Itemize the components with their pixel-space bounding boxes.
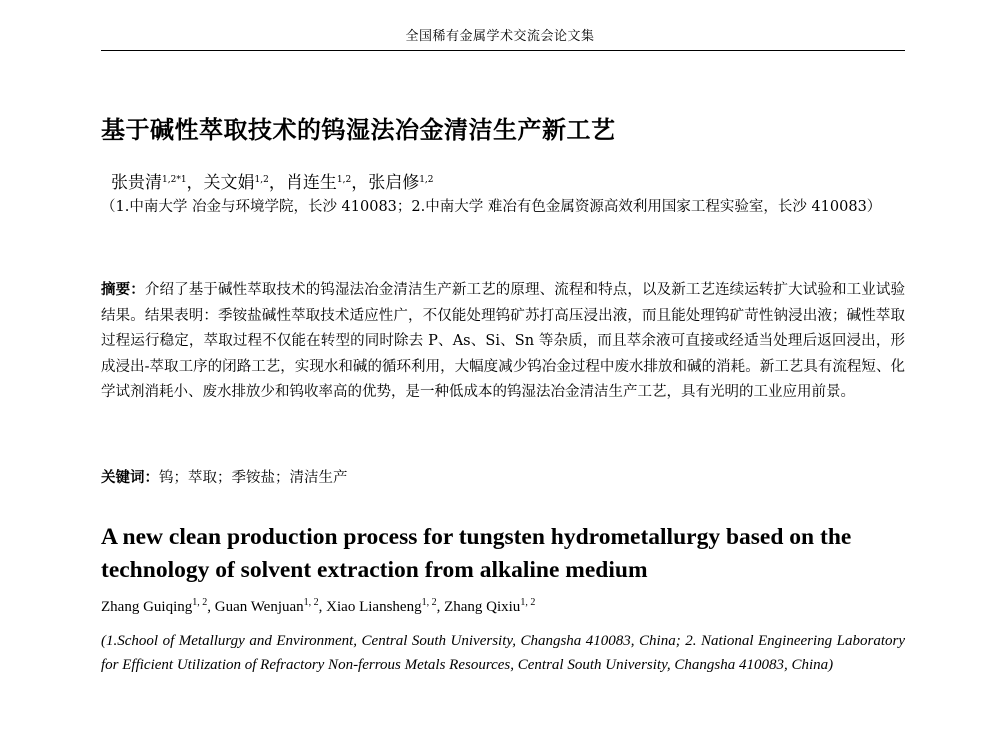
authors-english xyxy=(101,597,535,616)
affiliation-chinese: （1.中南大学 冶金与环境学院，长沙 410083；2.中南大学 难冶有色金属资源高效利用国家工程实验室，长沙 410083） xyxy=(101,199,882,215)
author-affiliation-mark: 1, 2 xyxy=(421,597,437,608)
keywords-chinese xyxy=(101,466,348,487)
title-english: A new clean production process for tungsten hydrometallurgy based on the technology of solvent extraction from alkaline medium xyxy=(101,524,852,583)
author-affiliation-mark: 1,2 xyxy=(336,175,352,185)
author-name: 张贵清 xyxy=(111,173,162,193)
author-affiliation-mark: 1, 2 xyxy=(192,597,208,608)
author-name: Zhang Qixiu xyxy=(444,599,521,615)
title-chinese: 基于碱性萃取技术的钨湿法冶金清洁生产新工艺 xyxy=(101,116,616,144)
author-name: Xiao Liansheng xyxy=(326,599,422,615)
author-separator: , xyxy=(436,599,445,615)
author-name: 关文娟 xyxy=(203,173,255,193)
authors-chinese xyxy=(111,168,434,193)
abstract-chinese xyxy=(101,278,905,406)
author-zh-3 xyxy=(286,173,351,193)
author-en-4 xyxy=(444,599,535,615)
author-affiliation-mark: 1,2 xyxy=(254,175,269,185)
author-separator: ， xyxy=(351,173,369,193)
author-affiliation-mark: 1,2 xyxy=(419,175,434,185)
abstract-label: 摘要： xyxy=(101,282,145,298)
author-name: 肖连生 xyxy=(285,173,337,193)
author-affiliation-mark: 1,2*1 xyxy=(162,175,187,185)
author-en-2 xyxy=(215,599,319,615)
author-zh-4 xyxy=(368,173,433,193)
keywords-text: 钨；萃取；季铵盐；清洁生产 xyxy=(159,470,348,486)
author-name: 张启修 xyxy=(368,173,420,193)
author-zh-1 xyxy=(111,173,187,193)
author-en-1 xyxy=(101,599,207,615)
author-affiliation-mark: 1, 2 xyxy=(520,597,536,608)
author-zh-2 xyxy=(204,173,269,193)
header-rule xyxy=(101,50,905,51)
affiliation-english: (1.School of Metallurgy and Environment, Central South University, Changsha 410083, China; 2. National Engineering Laboratory for Efficient Utilization of Refractory Non-ferrous Metals Resources, Central South University, Changsha 410083, China) xyxy=(101,633,905,673)
keywords-label: 关键词： xyxy=(101,470,159,486)
author-name: Zhang Guiqing xyxy=(101,599,193,615)
author-separator: , xyxy=(318,599,327,615)
running-head: 全国稀有金属学术交流会论文集 xyxy=(405,29,595,44)
author-name: Guan Wenjuan xyxy=(214,599,304,615)
author-separator: , xyxy=(207,599,215,615)
author-separator: ， xyxy=(186,173,204,193)
author-separator: ， xyxy=(268,173,286,193)
abstract-text: 介绍了基于碱性萃取技术的钨湿法冶金清洁生产新工艺的原理、流程和特点，以及新工艺连续运转扩大试验和工业试验结果。结果表明：季铵盐碱性萃取技术适应性广，不仅能处理钨矿苏打高压浸出液，而且能处理钨矿苛性钠浸出液；碱性萃取过程运行稳定，萃取过程不仅能在转型的同时除去 P、As、Si、Sn 等杂质，而且萃余液可直接或经适当处理后返回浸出，形成浸出-萃取工序的闭路工艺，实现水和碱的循环利用，大幅度减少钨冶金过程中废水排放和碱的消耗。新工艺具有流程短、化学试剂消耗小、废水排放少和钨收率高的优势，是一种低成本的钨湿法冶金清洁生产工艺，具有光明的工业应用前景。 xyxy=(101,282,906,400)
author-en-3 xyxy=(326,599,436,615)
author-affiliation-mark: 1, 2 xyxy=(303,597,319,608)
